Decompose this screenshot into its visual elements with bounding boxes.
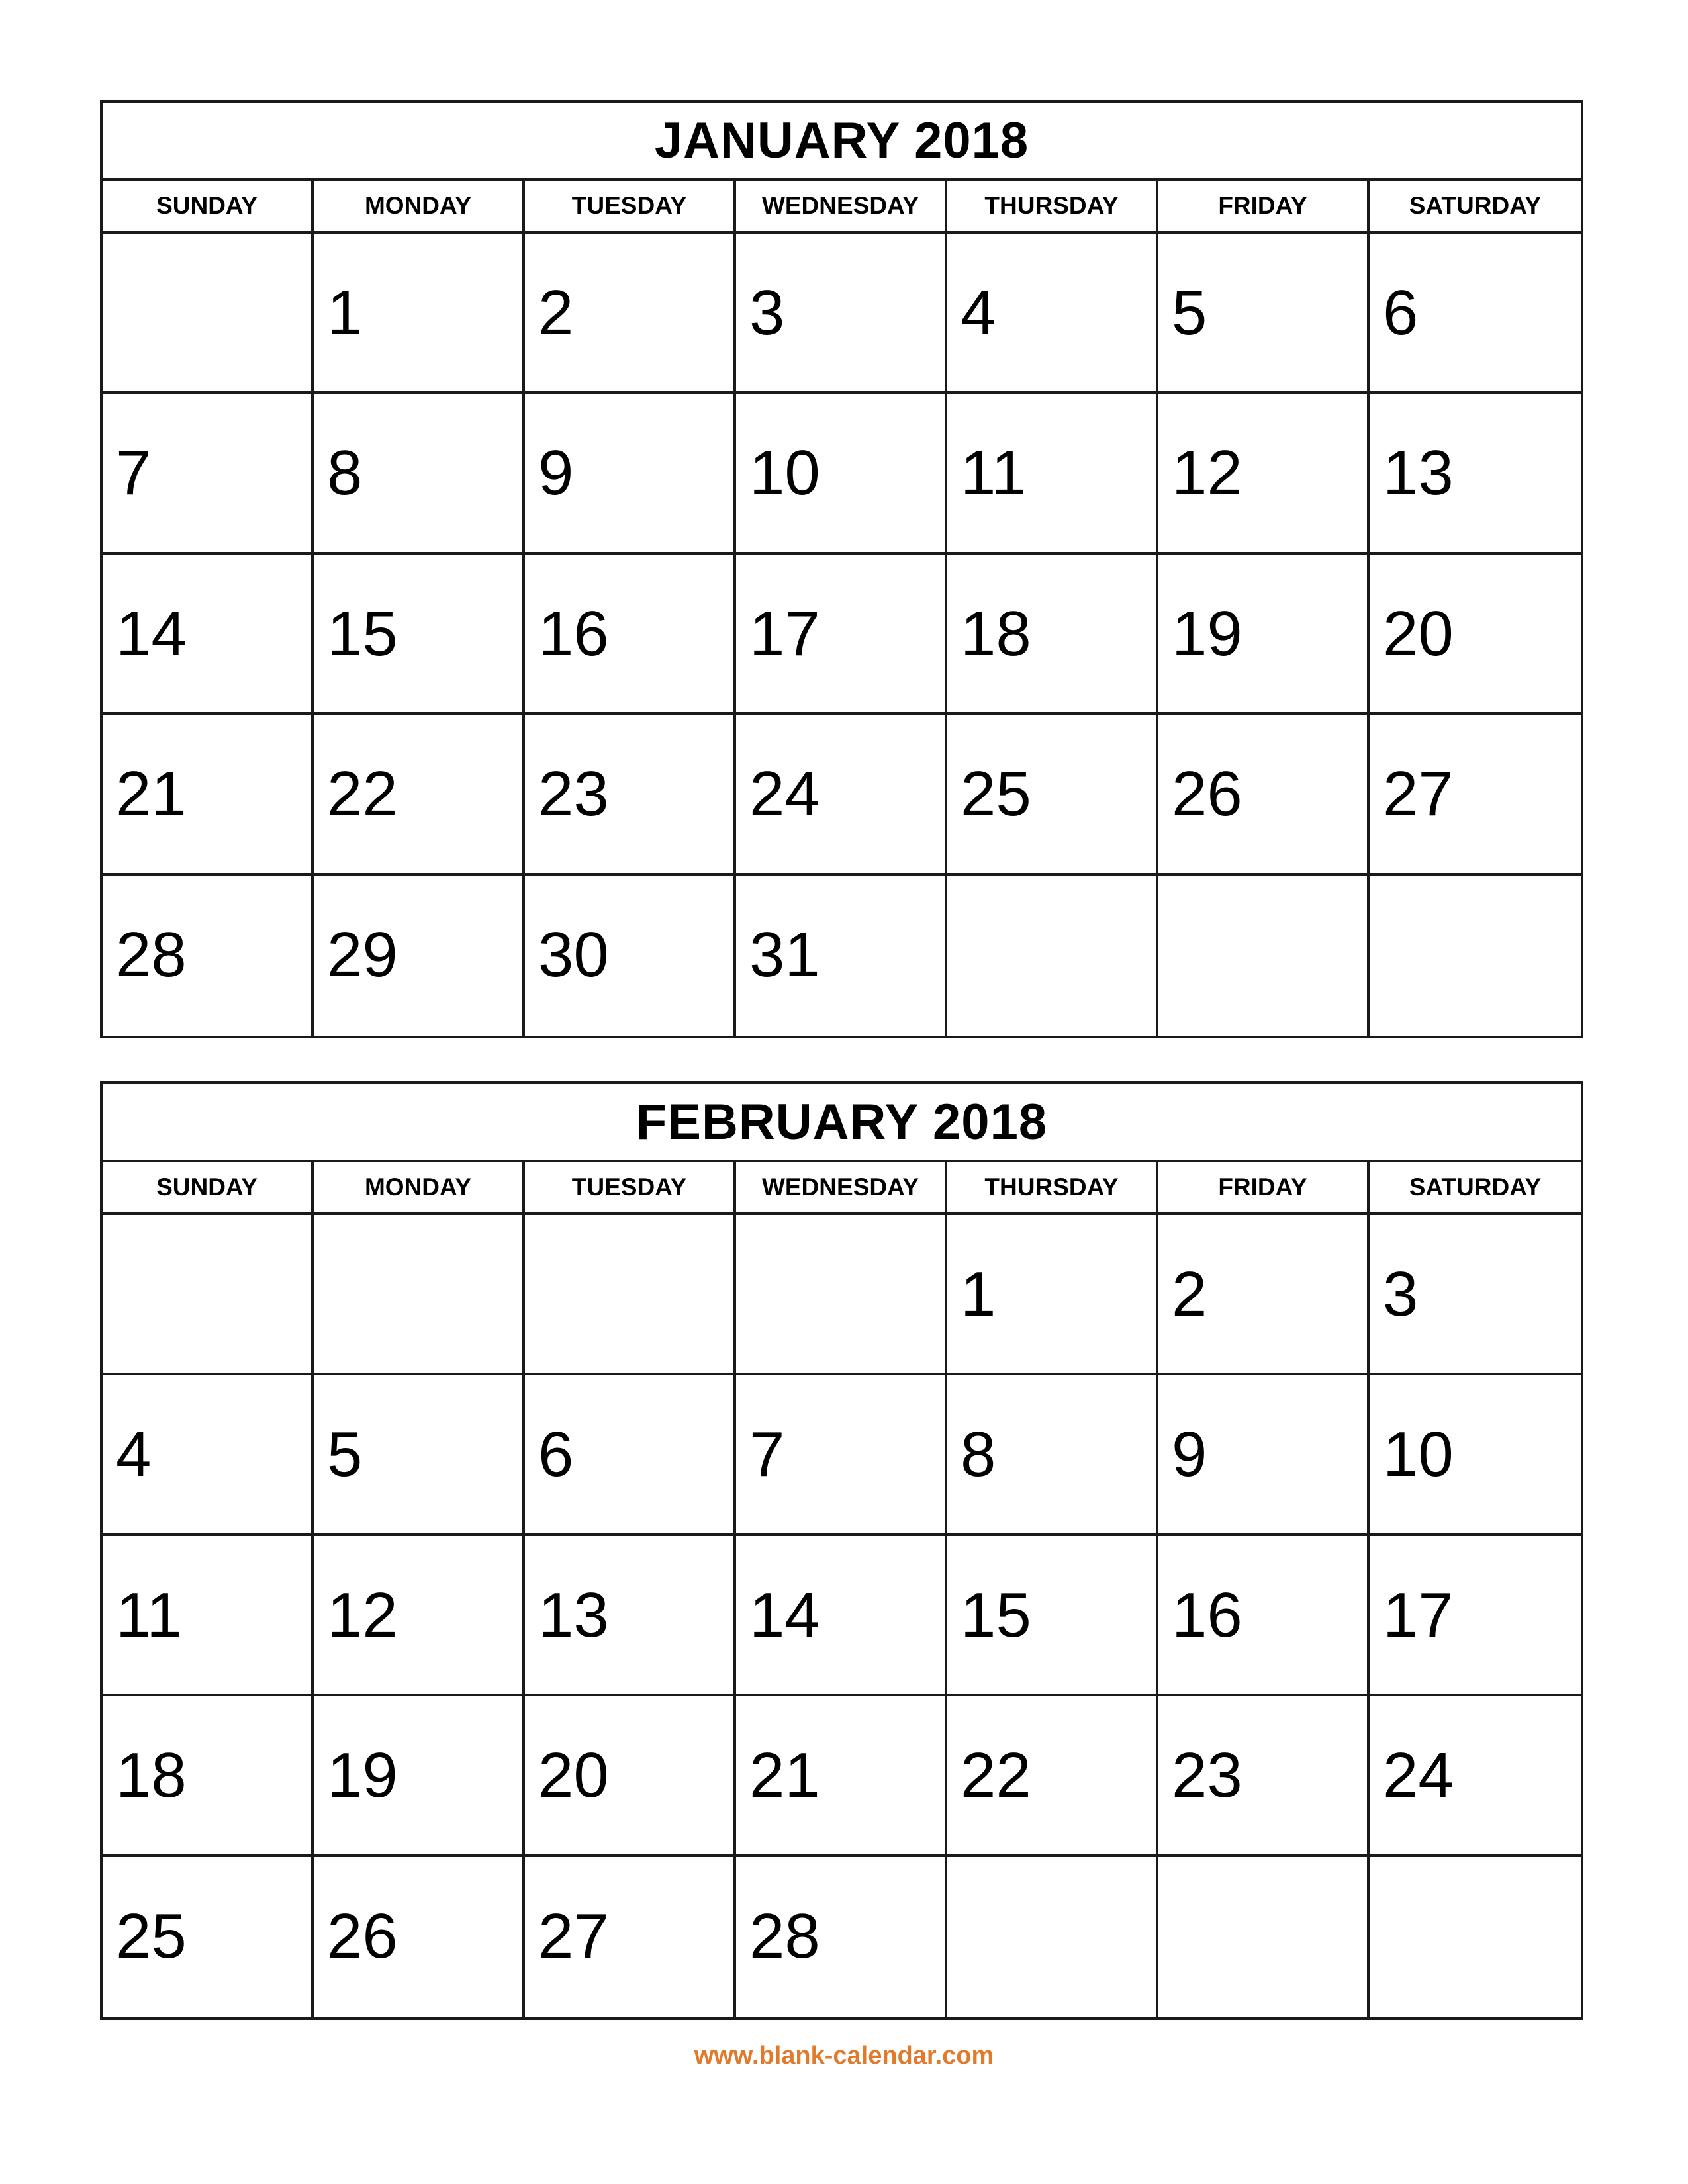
day-cell	[103, 394, 314, 554]
day-number: 4	[116, 1419, 152, 1490]
day-cell	[1370, 555, 1581, 715]
day-cell	[947, 876, 1158, 1036]
day-cell	[1158, 1857, 1370, 2017]
day-cell	[103, 1215, 314, 1375]
day-cell	[947, 394, 1158, 554]
day-cell	[103, 1536, 314, 1696]
day-number: 1	[327, 277, 363, 348]
day-cell	[1370, 1696, 1581, 1856]
day-cell	[1158, 1536, 1370, 1696]
day-number: 13	[1383, 437, 1454, 509]
day-cell	[314, 555, 525, 715]
day-number: 19	[327, 1740, 398, 1811]
day-number: 17	[1383, 1579, 1454, 1651]
days-grid	[103, 234, 1581, 1036]
day-cell	[736, 715, 947, 875]
day-cell	[525, 1696, 736, 1856]
day-cell	[736, 555, 947, 715]
day-cell	[314, 1857, 525, 2017]
day-number: 12	[327, 1579, 398, 1651]
day-number: 26	[327, 1900, 398, 1972]
day-cell	[947, 1215, 1158, 1375]
day-number: 9	[538, 437, 574, 509]
day-cell	[1158, 715, 1370, 875]
calendar-february	[100, 1081, 1583, 2020]
weekday-header: FRIDAY	[1158, 181, 1370, 231]
weekday-header: SATURDAY	[1409, 1173, 1542, 1201]
day-cell	[525, 876, 736, 1036]
day-cell	[1158, 234, 1370, 394]
day-cell	[1158, 1696, 1370, 1856]
day-cell	[1370, 876, 1581, 1036]
day-number: 15	[961, 1579, 1031, 1651]
day-number: 19	[1172, 598, 1243, 669]
day-cell	[314, 1536, 525, 1696]
day-number: 6	[538, 1419, 574, 1490]
weekday-header-row	[103, 1162, 1581, 1215]
day-number: 5	[1172, 277, 1207, 348]
weekday-header: FRIDAY	[1158, 1162, 1370, 1212]
day-number: 22	[961, 1740, 1031, 1811]
day-cell	[1370, 1215, 1581, 1375]
day-cell	[103, 876, 314, 1036]
day-cell	[314, 1375, 525, 1535]
day-number: 28	[749, 1900, 820, 1972]
day-number: 18	[961, 598, 1031, 669]
day-cell	[1158, 394, 1370, 554]
day-cell	[1370, 1375, 1581, 1535]
day-cell	[103, 555, 314, 715]
day-cell	[1370, 394, 1581, 554]
day-number: 26	[1172, 758, 1243, 830]
day-cell	[314, 1215, 525, 1375]
day-cell	[525, 715, 736, 875]
day-number: 27	[1383, 758, 1454, 830]
day-number: 18	[116, 1740, 187, 1811]
day-cell	[525, 394, 736, 554]
day-cell	[947, 1696, 1158, 1856]
day-number: 21	[749, 1740, 820, 1811]
day-cell	[947, 555, 1158, 715]
day-cell	[947, 1857, 1158, 2017]
calendar-january	[100, 100, 1583, 1038]
month-title: JANUARY 2018	[103, 103, 1581, 181]
weekday-header: THURSDAY	[947, 181, 1158, 231]
month-title: FEBRUARY 2018	[103, 1084, 1581, 1162]
day-cell	[103, 715, 314, 875]
day-number: 3	[749, 277, 785, 348]
day-number: 2	[538, 277, 574, 348]
website-link[interactable]: www.blank-calendar.com	[694, 2042, 994, 2070]
day-cell	[736, 1857, 947, 2017]
day-number: 10	[1383, 1419, 1454, 1490]
day-number: 14	[749, 1579, 820, 1651]
day-cell	[1158, 555, 1370, 715]
day-cell	[947, 1375, 1158, 1535]
day-number: 21	[116, 758, 187, 830]
day-number: 20	[538, 1740, 609, 1811]
weekday-header: TUESDAY	[525, 1162, 736, 1212]
day-cell	[525, 1857, 736, 2017]
weekday-header: SUNDAY	[103, 1162, 314, 1212]
day-cell	[103, 1696, 314, 1856]
day-cell	[314, 715, 525, 875]
day-cell	[736, 1215, 947, 1375]
day-number: 31	[749, 919, 820, 990]
day-cell	[1158, 1215, 1370, 1375]
day-number: 2	[1172, 1259, 1207, 1330]
day-number: 23	[1172, 1740, 1243, 1811]
day-cell	[314, 234, 525, 394]
day-cell	[525, 1215, 736, 1375]
day-number: 27	[538, 1900, 609, 1972]
day-number: 20	[1383, 598, 1454, 669]
weekday-header: TUESDAY	[525, 181, 736, 231]
day-number: 9	[1172, 1419, 1207, 1490]
day-number: 8	[327, 437, 363, 509]
day-number: 7	[116, 437, 152, 509]
day-number: 23	[538, 758, 609, 830]
day-cell	[103, 234, 314, 394]
weekday-header: THURSDAY	[947, 1162, 1158, 1212]
day-number: 5	[327, 1419, 363, 1490]
day-number: 3	[1383, 1259, 1419, 1330]
day-cell	[1158, 1375, 1370, 1535]
weekday-header: WEDNESDAY	[736, 181, 947, 231]
day-number: 25	[116, 1900, 187, 1972]
day-cell	[736, 1375, 947, 1535]
day-number: 15	[327, 598, 398, 669]
day-number: 25	[961, 758, 1031, 830]
day-cell	[947, 715, 1158, 875]
day-cell	[525, 1375, 736, 1535]
day-cell	[1370, 234, 1581, 394]
day-cell	[1158, 876, 1370, 1036]
day-number: 7	[749, 1419, 785, 1490]
day-number: 12	[1172, 437, 1243, 509]
day-cell	[947, 1536, 1158, 1696]
day-number: 1	[961, 1259, 996, 1330]
weekday-header: MONDAY	[314, 1162, 525, 1212]
weekday-header: WEDNESDAY	[736, 1162, 947, 1212]
day-number: 16	[538, 598, 609, 669]
day-number: 22	[327, 758, 398, 830]
day-number: 10	[749, 437, 820, 509]
day-cell	[525, 1536, 736, 1696]
day-cell	[1370, 715, 1581, 875]
day-number: 14	[116, 598, 187, 669]
day-cell	[103, 1375, 314, 1535]
days-grid	[103, 1215, 1581, 2017]
day-number: 11	[116, 1579, 182, 1651]
day-number: 6	[1383, 277, 1419, 348]
day-cell	[314, 876, 525, 1036]
day-cell	[525, 555, 736, 715]
day-number: 13	[538, 1579, 609, 1651]
day-cell	[736, 876, 947, 1036]
day-cell	[947, 234, 1158, 394]
day-cell	[1370, 1536, 1581, 1696]
weekday-header-row	[103, 181, 1581, 234]
day-cell	[736, 1696, 947, 1856]
day-number: 11	[961, 437, 1027, 509]
weekday-header: SUNDAY	[103, 181, 314, 231]
day-number: 24	[749, 758, 820, 830]
day-number: 28	[116, 919, 187, 990]
day-number: 16	[1172, 1579, 1243, 1651]
day-number: 8	[961, 1419, 996, 1490]
day-number: 17	[749, 598, 820, 669]
day-cell	[314, 394, 525, 554]
day-number: 30	[538, 919, 609, 990]
day-cell	[525, 234, 736, 394]
day-cell	[736, 394, 947, 554]
day-number: 29	[327, 919, 398, 990]
weekday-header: SATURDAY	[1409, 192, 1542, 219]
weekday-header: MONDAY	[314, 181, 525, 231]
day-cell	[736, 234, 947, 394]
day-number: 4	[961, 277, 996, 348]
day-cell	[314, 1696, 525, 1856]
day-cell	[103, 1857, 314, 2017]
day-number: 24	[1383, 1740, 1454, 1811]
day-cell	[1370, 1857, 1581, 2017]
day-cell	[736, 1536, 947, 1696]
